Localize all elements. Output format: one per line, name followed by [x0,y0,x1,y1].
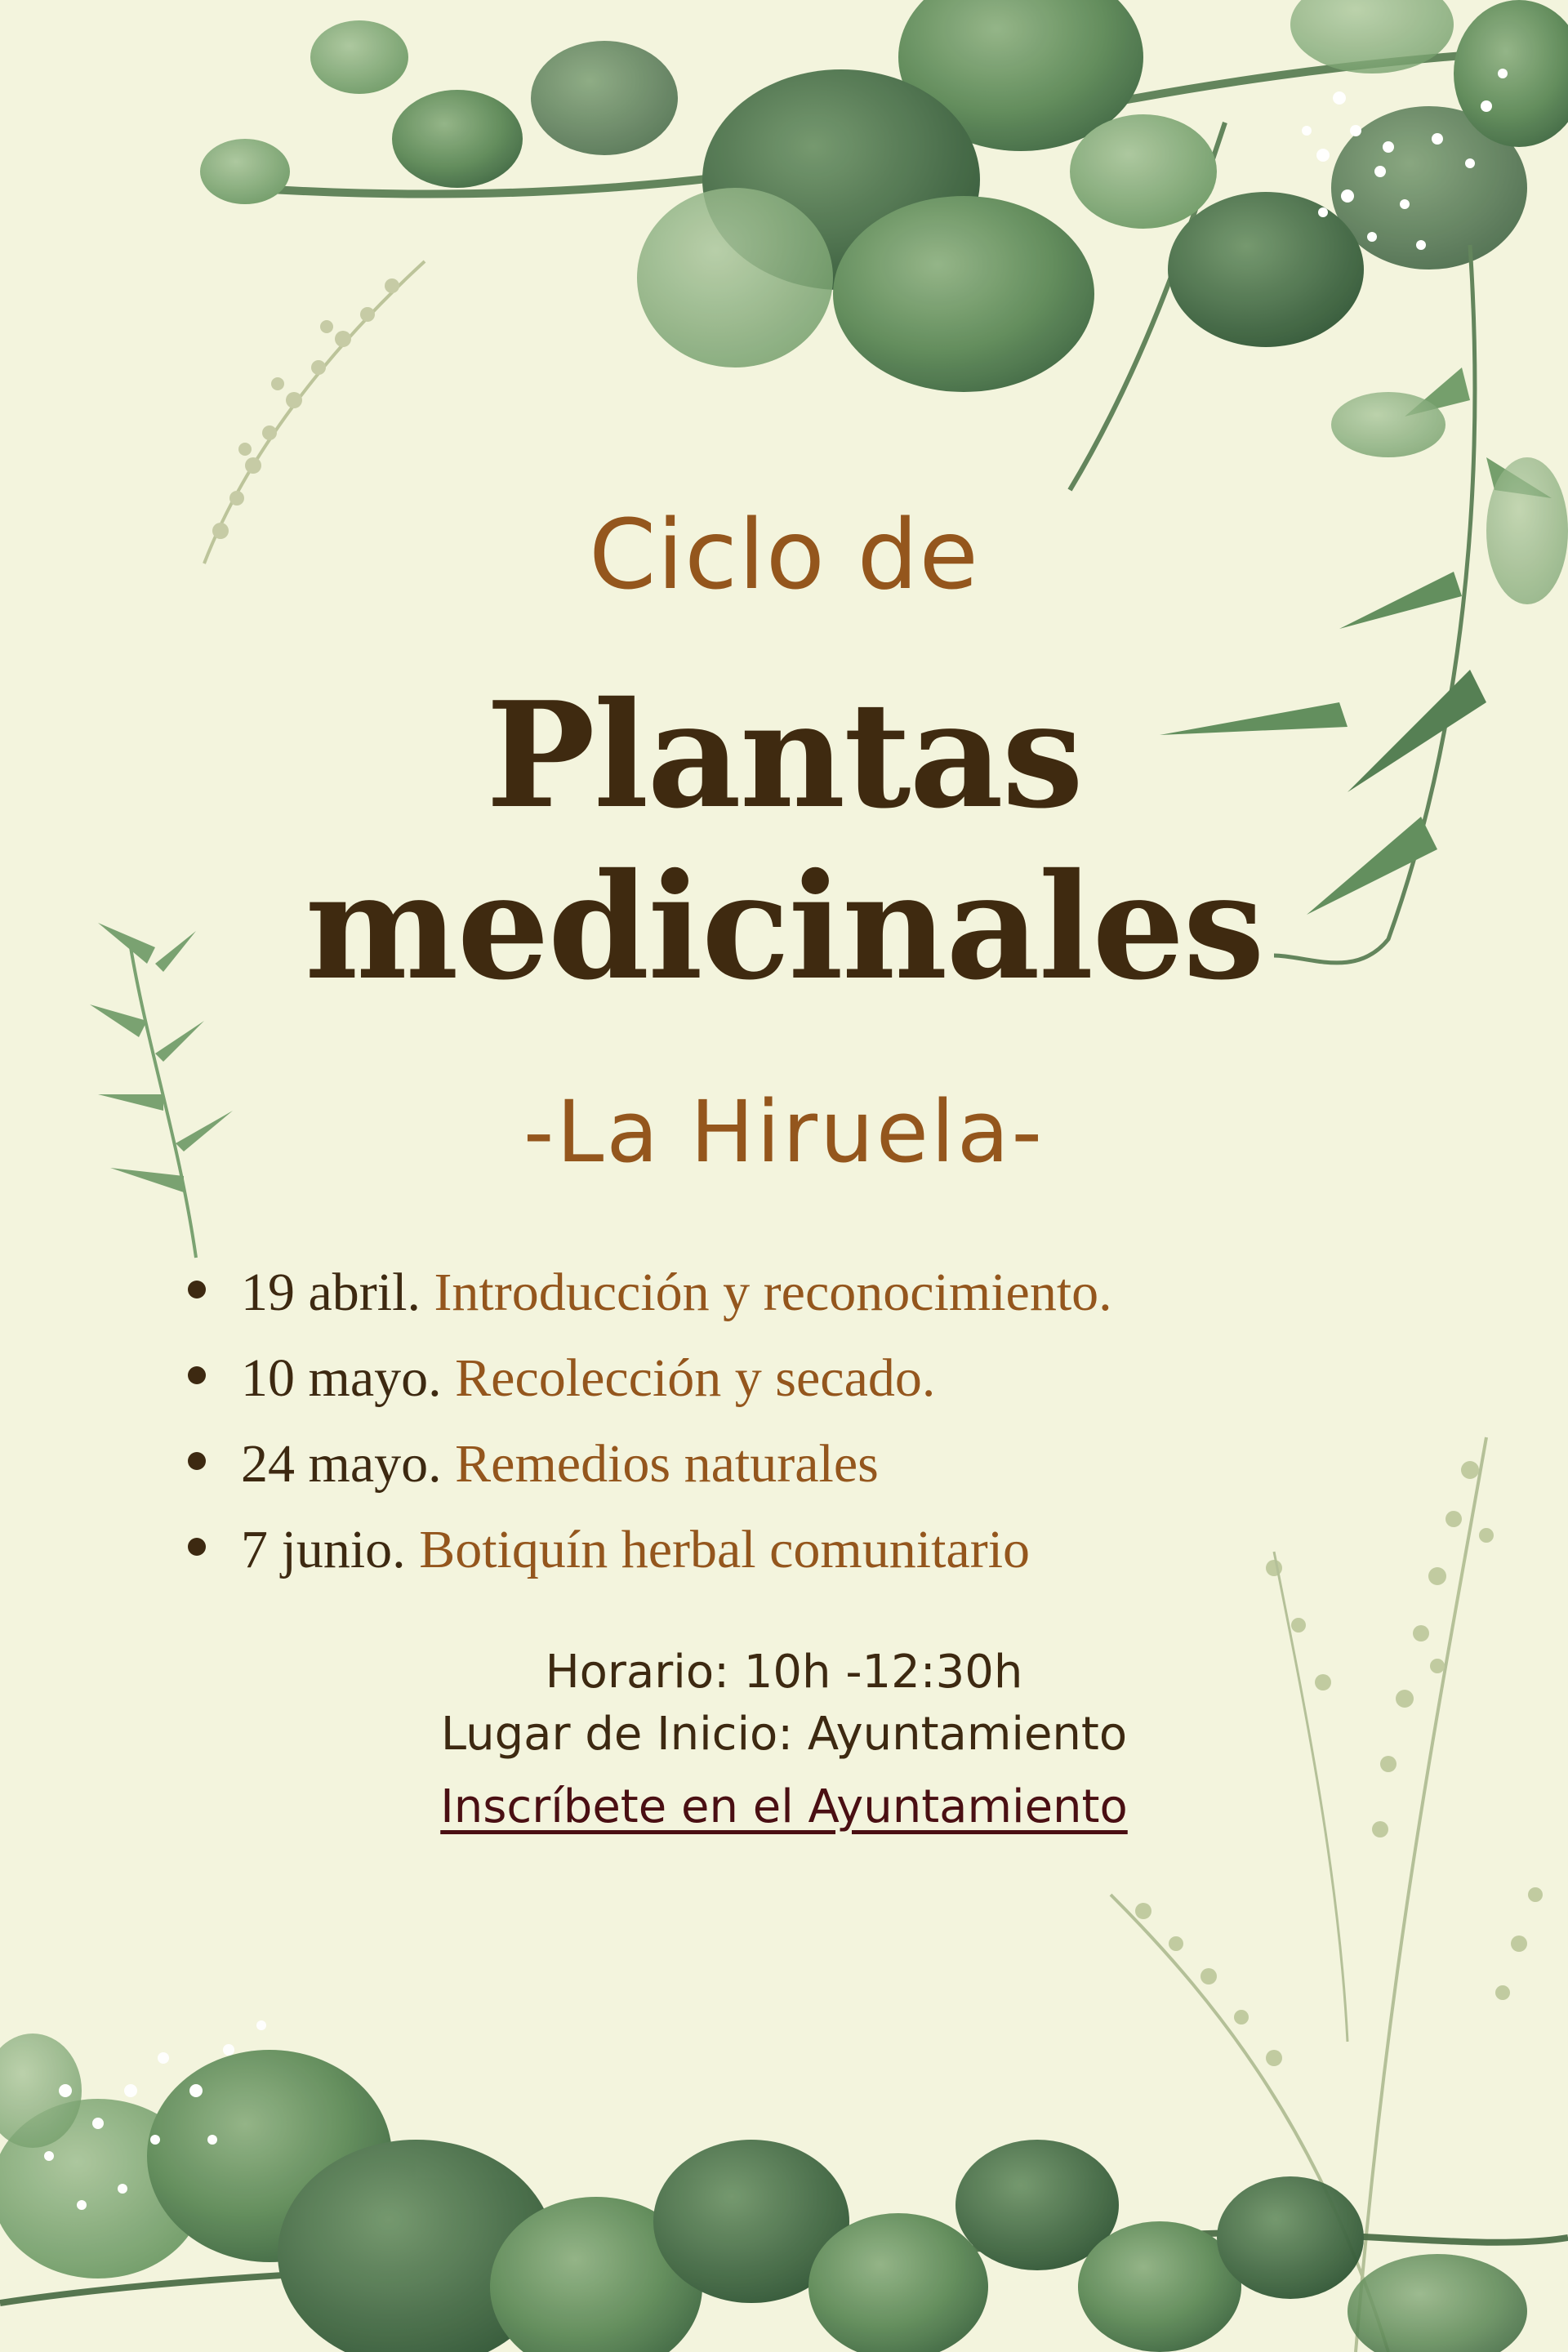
session-date: 7 junio. [241,1520,406,1579]
session-topic: Introducción y reconocimiento. [434,1263,1112,1322]
session-topic: Botiquín herbal comunitario [419,1520,1031,1579]
session-topic: Recolección y secado. [455,1348,936,1408]
list-item [180,1507,1437,1592]
bullet-icon [188,1452,206,1470]
title-line-1: Plantas [486,670,1082,840]
location-label: -La Hiruela- [523,1082,1045,1182]
session-date: 10 mayo. [241,1348,442,1408]
poster-subtitle: Ciclo de [588,498,980,611]
signup-link[interactable]: Inscríbete en el Ayuntamiento [440,1780,1128,1833]
list-item [180,1421,1437,1507]
meeting-point-text: Lugar de Inicio: Ayuntamiento [440,1708,1128,1761]
session-date: 24 mayo. [241,1434,442,1494]
session-date: 19 abril. [241,1263,421,1322]
sessions-list [180,1250,1437,1592]
bullet-icon [188,1366,206,1384]
bullet-icon [188,1281,206,1298]
schedule-text: Horario: 10h -12:30h [545,1646,1023,1699]
title-line-2: medicinales [305,841,1263,1012]
list-item [180,1335,1437,1421]
session-topic: Remedios naturales [455,1434,879,1494]
bullet-icon [188,1538,206,1556]
list-item [180,1250,1437,1335]
poster-title [0,670,1568,1013]
